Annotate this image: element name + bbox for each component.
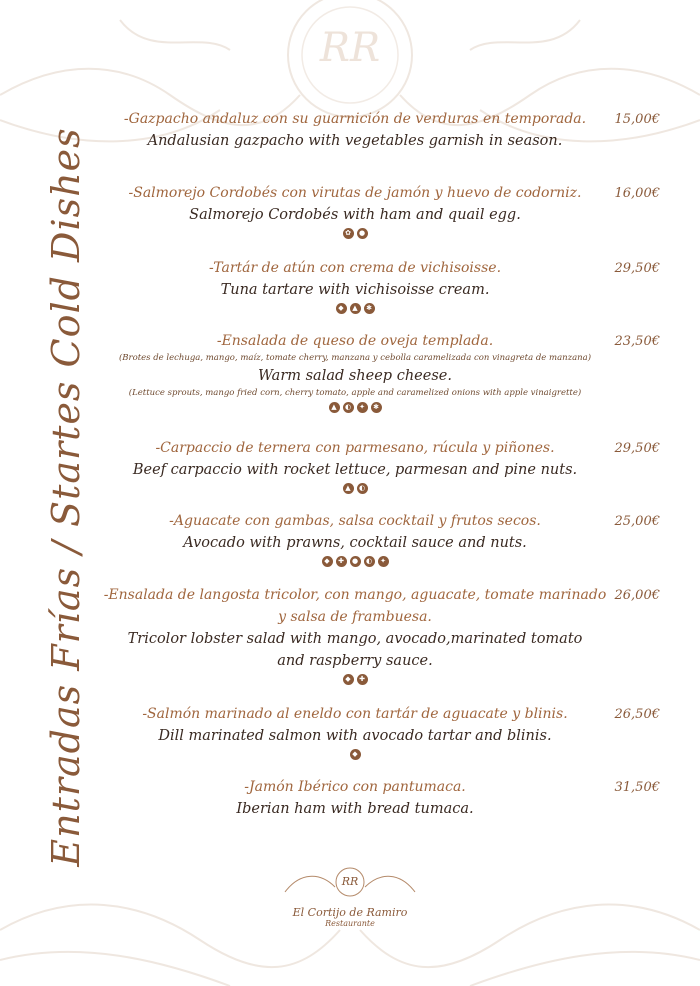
crustacean-icon: ✚ — [336, 556, 347, 567]
allergen-icons — [95, 749, 615, 760]
item-price: 29,50€ — [614, 441, 660, 456]
item-price: 29,50€ — [614, 261, 660, 276]
section-title: Entradas Frías / Startes Cold Dishes — [44, 127, 88, 867]
item-name-en: Beef carpaccio with rocket lettuce, parmesan and pine nuts. — [132, 462, 578, 478]
item-name-en: Salmorejo Cordobés with ham and quail egg. — [189, 207, 521, 223]
item-name-en: Tricolor lobster salad with mango, avocado,marinated tomato — [127, 631, 583, 647]
item-note-es: (Brotes de lechuga, mango, maíz, tomate cherry, manzana y cebolla caramelizada con vinagreta de manzana) — [118, 353, 592, 363]
nuts-icon: ◐ — [357, 483, 368, 494]
menu-item — [95, 703, 615, 760]
brand-name: El Cortijo de Ramiro — [292, 906, 408, 919]
item-price: 16,00€ — [614, 186, 660, 201]
item-price: 26,00€ — [614, 588, 660, 603]
item-name-es: -Ensalada de langosta tricolor, con mango, aguacate, tomate marinado — [103, 587, 607, 603]
item-name-es: -Tartár de atún con crema de vichisoisse. — [208, 260, 502, 276]
item-price: 23,50€ — [614, 334, 660, 349]
footer-logo — [0, 862, 700, 928]
brand-subtitle: Restaurante — [325, 919, 375, 928]
allergen-icons — [95, 556, 615, 567]
nuts-icon: ◐ — [364, 556, 375, 567]
item-note-en: (Lettuce sprouts, mango fried corn, cherry tomato, apple and caramelized onions with apple vinaigrette) — [128, 388, 582, 398]
sesame-icon: ✱ — [371, 402, 382, 413]
item-name-en: Dill marinated salmon with avocado tartar and blinis. — [158, 728, 552, 744]
menu-item — [95, 584, 615, 685]
menu-item — [95, 182, 615, 239]
menu-item — [95, 330, 615, 413]
milk-icon: ▲ — [343, 483, 354, 494]
item-name-es: -Ensalada de queso de oveja templada. — [216, 333, 494, 349]
item-name-es: -Jamón Ibérico con pantumaca. — [244, 779, 466, 795]
menu-item — [95, 437, 615, 494]
egg-icon: ● — [350, 556, 361, 567]
item-name-es: -Salmorejo Cordobés con virutas de jamón y huevo de codorniz. — [128, 185, 582, 201]
menu-item — [95, 510, 615, 567]
item-name-en: Andalusian gazpacho with vegetables garnish in season. — [147, 133, 563, 149]
menu-item — [95, 257, 615, 314]
item-price: 15,00€ — [614, 112, 660, 127]
logo-monogram: RR — [341, 875, 359, 888]
milk-icon: ▲ — [329, 402, 340, 413]
milk-icon: ▲ — [350, 303, 361, 314]
item-price: 31,50€ — [614, 780, 660, 795]
fish-icon: ◆ — [336, 303, 347, 314]
item-name-es: -Carpaccio de ternera con parmesano, rúcula y piñones. — [155, 440, 555, 456]
item-price: 25,00€ — [614, 514, 660, 529]
nuts-icon: ◐ — [343, 402, 354, 413]
menu-item — [95, 108, 615, 152]
sesame-icon: ✱ — [364, 303, 375, 314]
mustard-icon: ✦ — [378, 556, 389, 567]
item-price: 26,50€ — [614, 707, 660, 722]
fish-icon: ◆ — [322, 556, 333, 567]
item-name-en: Avocado with prawns, cocktail sauce and nuts. — [183, 535, 527, 551]
crustacean-icon: ✚ — [357, 674, 368, 685]
item-name-en: Warm salad sheep cheese. — [258, 368, 452, 384]
item-name-en: Tuna tartare with vichisoisse cream. — [220, 282, 490, 298]
gluten-icon: ✿ — [343, 228, 354, 239]
item-name-es-line2: y salsa de frambuesa. — [278, 609, 432, 625]
fish-icon: ◆ — [343, 674, 354, 685]
item-name-es: -Aguacate con gambas, salsa cocktail y frutos secos. — [169, 513, 541, 529]
allergen-icons — [95, 228, 615, 239]
menu-item — [95, 776, 615, 820]
item-name-en-line2: and raspberry sauce. — [277, 653, 433, 669]
egg-icon: ● — [357, 228, 368, 239]
fish-icon: ◆ — [350, 749, 361, 760]
header-monogram: RR — [319, 25, 381, 71]
item-name-es: -Gazpacho andaluz con su guarnición de verduras en temporada. — [123, 111, 587, 127]
allergen-icons — [95, 303, 615, 314]
mustard-icon: ✦ — [357, 402, 368, 413]
item-name-es: -Salmón marinado al eneldo con tartár de aguacate y blinis. — [142, 706, 568, 722]
allergen-icons — [95, 483, 615, 494]
item-name-en: Iberian ham with bread tumaca. — [236, 801, 474, 817]
allergen-icons — [95, 674, 615, 685]
allergen-icons — [95, 402, 615, 413]
